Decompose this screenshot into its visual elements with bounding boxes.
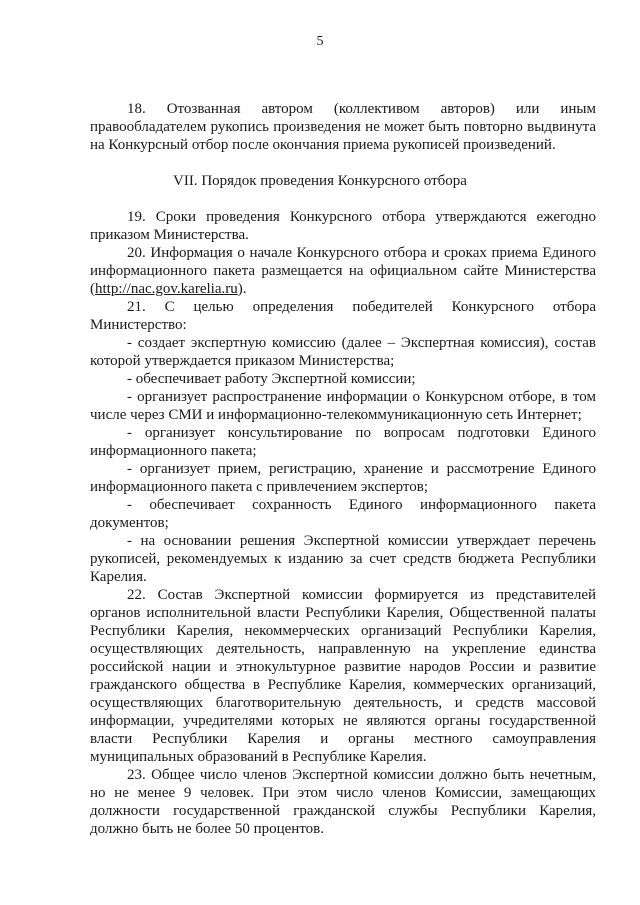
text-line: документов; [90,515,169,531]
text-line: 22. Состав Экспертной комиссии формируется из представителей [127,587,596,603]
text-line: 20. Информация о начале Конкурсного отбора и сроках приема Единого [127,245,596,261]
text-line: осуществляющих деятельность, направленную на укрепление единства [90,641,596,657]
text-line: - организует прием, регистрацию, хранение и рассмотрение Единого [127,461,596,477]
text-line: 21. С целью определения победителей Конкурсного отбора [127,299,596,315]
text-line: но не менее 9 человек. При этом число членов Комиссии, замещающих [90,785,596,801]
text-line: информационного пакета с привлечением экспертов; [90,479,429,495]
text-line: осуществляющих благотворительную деятельность, и средств массовой [90,695,596,711]
website-link-line[interactable]: (http://nac.gov.karelia.ru). [90,281,247,297]
page-number: 5 [316,34,324,49]
text-line: приказом Министерства. [90,227,249,243]
text-line: 23. Общее число членов Экспертной комиссии должно быть нечетным, [127,767,596,783]
section-heading: VII. Порядок проведения Конкурсного отбора [173,173,467,189]
text-line: - обеспечивает сохранность Единого информационного пакета [127,497,596,513]
text-line: власти Республики Карелия и органы местного самоуправления [90,731,596,747]
text-line: которой утверждается приказом Министерства; [90,353,395,369]
text-line: на Конкурсный отбор после окончания приема рукописей произведений. [90,137,556,153]
text-line: информационного пакета; [90,443,257,459]
text-line: муниципальных образований в Республике Карелия. [90,749,427,765]
text-line: правообладателем рукопись произведения не может быть повторно выдвинута [90,119,596,135]
website-link[interactable]: http://nac.gov.karelia.ru [95,281,238,297]
text-line: Министерство: [90,317,187,333]
text-line: - на основании решения Экспертной комиссии утверждает перечень [127,533,596,549]
text-line: Карелия. [90,569,147,585]
text-line: Республики Карелия, некоммерческих организаций Республики Карелия, [90,623,596,639]
text-line: - обеспечивает работу Экспертной комиссии; [127,371,416,387]
text-line: 19. Сроки проведения Конкурсного отбора утверждаются ежегодно [127,209,596,225]
text-line: российской нации и этнокультурное развитие народов России и развитие [90,659,596,675]
text-line: информационного пакета размещается на официальном сайте Министерства [90,263,596,279]
text-line: информации, учредителями которых не являются органы государственной [90,713,596,729]
text-line: 18. Отозванная автором (коллективом авторов) или иным [127,101,596,117]
text-line: числе через СМИ и информационно-телекоммуникационную сеть Интернет; [90,407,582,423]
text-line: рукописей, рекомендуемых к изданию за счет средств бюджета Республики [90,551,596,567]
text-line: органов исполнительной власти Республики Карелия, Общественной палаты [90,605,596,621]
text-line: должности государственной гражданской службы Республики Карелия, [90,803,596,819]
text-line: - организует распространение информации о Конкурсном отборе, в том [127,389,596,405]
text-line: должно быть не более 50 процентов. [90,821,325,837]
text-line: - создает экспертную комиссию (далее – Экспертная комиссия), состав [127,335,596,351]
text-line: гражданского общества в Республике Карелия, коммерческих организаций, [90,677,596,693]
text-line: - организует консультирование по вопросам подготовки Единого [127,425,596,441]
